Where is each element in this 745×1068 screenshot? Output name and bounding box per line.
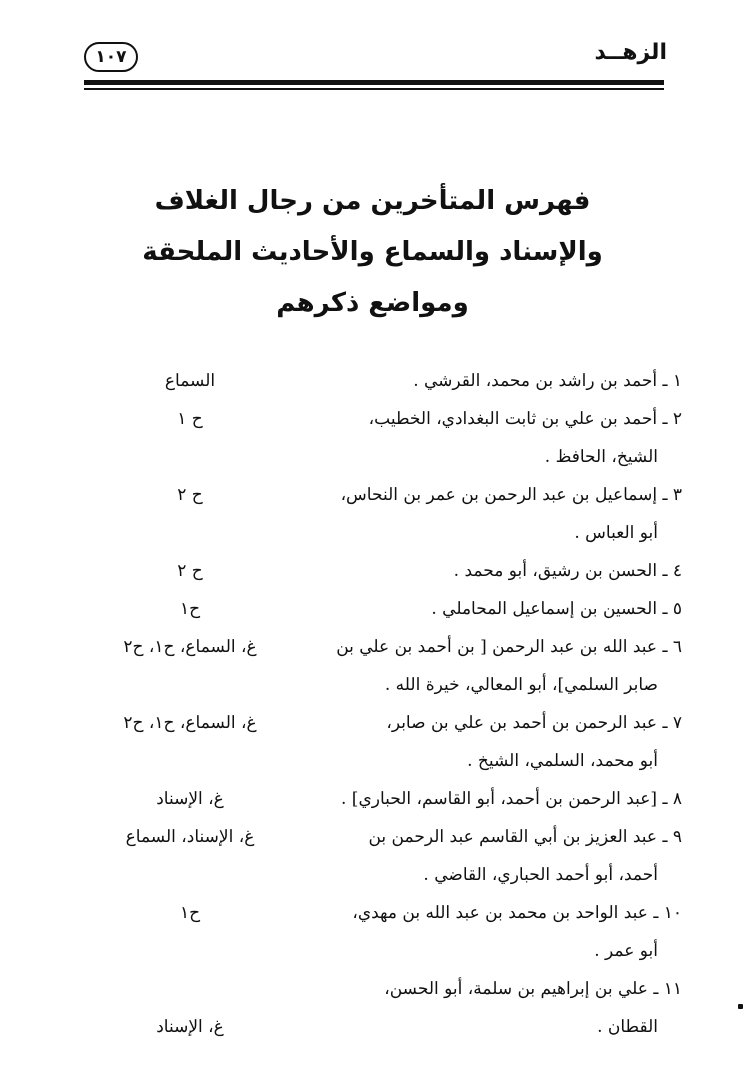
index-entry: [58, 818, 682, 894]
index-title-line: والإسناد والسماع والأحاديث الملحقة: [142, 237, 603, 267]
entry-name-continuation: القطان .: [597, 1017, 658, 1037]
entry-name-continuation: صابر السلمي]، أبو المعالي، خيرة الله .: [384, 675, 658, 695]
entry-location-ref: ح ٢: [177, 485, 203, 505]
entry-name-line: ٥ ـ الحسين بن إسماعيل المحاملي .: [431, 599, 682, 619]
index-entry: [58, 590, 682, 628]
index-entry: [58, 400, 682, 476]
index-entry: [58, 552, 682, 590]
entry-text: [322, 400, 682, 476]
entry-location-ref: ح١: [179, 599, 201, 619]
page-number-badge: ١٠٧: [84, 42, 138, 72]
entry-name-line: ١ ـ أحمد بن راشد بن محمد، القرشي .: [413, 371, 682, 391]
entry-text: [322, 894, 682, 970]
running-header-title: الزهــد: [594, 40, 667, 65]
entry-name-continuation: أبو عمر .: [594, 941, 658, 961]
entry-name-line: ٨ ـ [عبد الرحمن بن أحمد، أبو القاسم، الحباري] .: [341, 789, 682, 809]
entry-name-continuation: أبو محمد، السلمي، الشيخ .: [467, 751, 658, 771]
index-entry: [58, 704, 682, 780]
index-title: [0, 176, 745, 329]
entry-text: [322, 362, 682, 400]
entry-location-ref: غ، السماع، ح١، ح٢: [123, 713, 257, 733]
entry-text: [322, 970, 682, 1046]
header-rule-thin: [84, 88, 664, 90]
entry-name-line: ١٠ ـ عبد الواحد بن محمد بن عبد الله بن مهدي،: [352, 903, 682, 923]
entry-location-ref: ح١: [179, 903, 201, 923]
entry-text: [322, 476, 682, 552]
index-entry: [58, 780, 682, 818]
entry-name-line: ٢ ـ أحمد بن علي بن ثابت البغدادي، الخطيب،: [368, 409, 682, 429]
index-entry-list: [58, 362, 682, 1037]
entry-location-ref: ح ١: [177, 409, 203, 429]
entry-text: [322, 628, 682, 704]
entry-location-ref: السماع: [164, 371, 216, 391]
entry-text: [322, 590, 682, 628]
index-entry: [58, 628, 682, 704]
entry-location-ref: غ، السماع، ح١، ح٢: [123, 637, 257, 657]
index-entry: [58, 970, 682, 1046]
index-entry: [58, 362, 682, 400]
entry-name-line: ٧ ـ عبد الرحمن بن أحمد بن علي بن صابر،: [386, 713, 682, 733]
entry-name-line: ٤ ـ الحسن بن رشيق، أبو محمد .: [453, 561, 682, 581]
margin-mark: [738, 1004, 743, 1009]
index-title-line: ومواضع ذكرهم: [276, 288, 469, 318]
header-rule-thick: [84, 80, 664, 85]
entry-location-ref: غ، الإسناد: [156, 1017, 224, 1037]
entry-name-line: ٩ ـ عبد العزيز بن أبي القاسم عبد الرحمن بن: [368, 827, 682, 847]
entry-location-ref: غ، الإسناد، السماع: [125, 827, 255, 847]
entry-name-line: ٦ ـ عبد الله بن عبد الرحمن [ بن أحمد بن علي بن: [336, 637, 682, 657]
entry-name-continuation: الشيخ، الحافظ .: [544, 447, 658, 467]
entry-location-ref: غ، الإسناد: [156, 789, 224, 809]
entry-name-line: ١١ ـ علي بن إبراهيم بن سلمة، أبو الحسن،: [384, 979, 682, 999]
entry-location-ref: ح ٢: [177, 561, 203, 581]
entry-text: [322, 552, 682, 590]
index-entry: [58, 894, 682, 970]
entry-name-continuation: أبو العباس .: [574, 523, 658, 543]
entry-text: [322, 780, 682, 818]
index-entry: [58, 476, 682, 552]
entry-text: [322, 818, 682, 894]
entry-text: [322, 704, 682, 780]
index-title-line: فهرس المتأخرين من رجال الغلاف: [154, 186, 591, 216]
entry-name-line: ٣ ـ إسماعيل بن عبد الرحمن بن عمر بن النحاس،: [340, 485, 682, 505]
entry-name-continuation: أحمد، أبو أحمد الحباري، القاضي .: [423, 865, 658, 885]
